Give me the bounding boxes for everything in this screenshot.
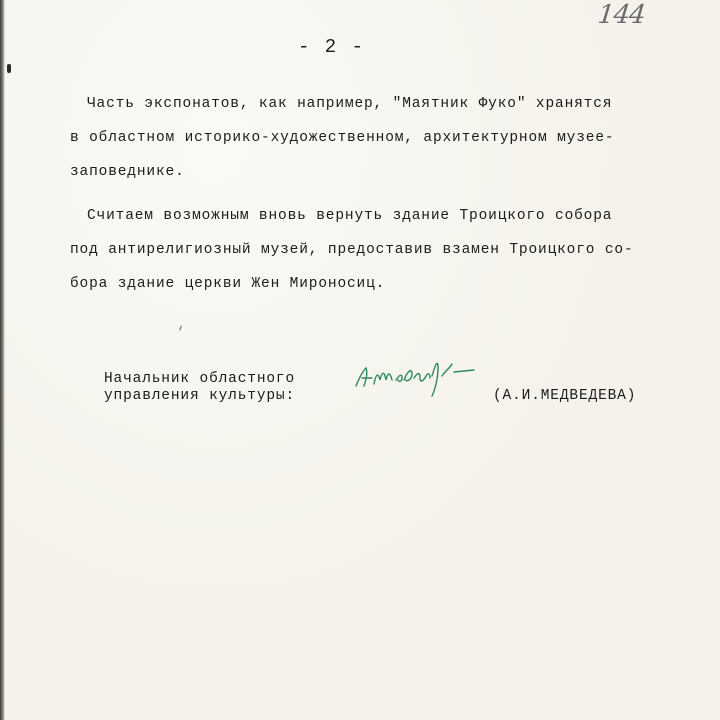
paragraph-1-line-3: заповеднике. xyxy=(70,164,185,180)
archive-number: 144 xyxy=(596,0,647,30)
stray-pen-mark xyxy=(179,325,184,331)
signatory-title-line-2: управления культуры: xyxy=(104,388,296,404)
handwritten-signature xyxy=(352,350,482,400)
paragraph-2-line-1: Считаем возможным вновь вернуть здание Троицкого собора xyxy=(87,208,613,224)
signatory-name: (А.И.МЕДВЕДЕВА) xyxy=(493,388,637,404)
paragraph-1-line-2: в областном историко-художественном, архитектурном музее- xyxy=(70,130,615,146)
punch-mark xyxy=(7,64,11,73)
paragraph-1-line-1: Часть экспонатов, как например, "Маятник Фуко" хранятся xyxy=(87,96,613,112)
signatory-title-line-1: Начальник областного xyxy=(104,371,296,387)
paragraph-2-line-3: бора здание церкви Жен Мироносиц. xyxy=(70,276,386,292)
page-edge-shadow xyxy=(0,0,5,720)
page-number: - 2 - xyxy=(298,36,366,58)
paragraph-2-line-2: под антирелигиозный музей, предоставив взамен Троицкого со- xyxy=(70,242,634,258)
